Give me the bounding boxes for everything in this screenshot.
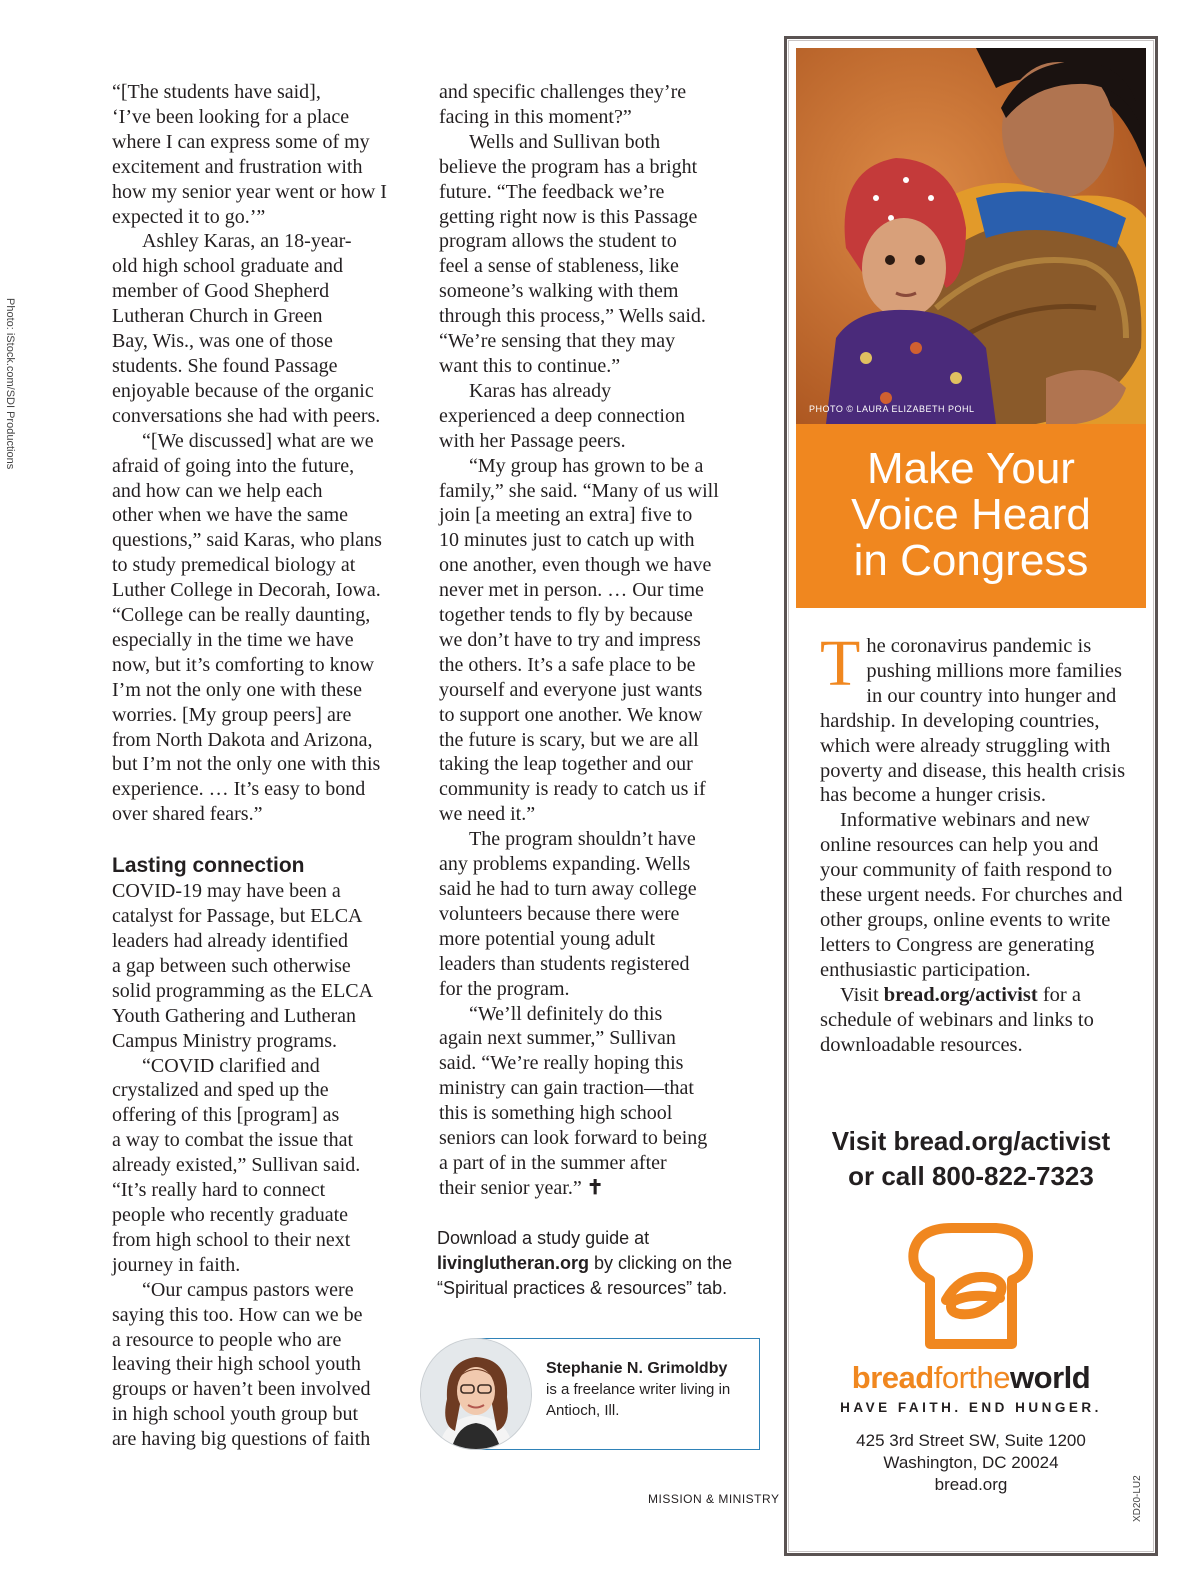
paragraph: “[The students have said], ‘I’ve been looking for a place where I can express some of my excitement and frustration with how my senior year went or how I expected it to go.’” [112, 81, 387, 228]
article-column-1 [112, 80, 412, 1452]
author-credit [546, 1358, 756, 1421]
ad-call-to-action: Visit bread.org/activist or call 800-822-7323 [831, 1126, 1111, 1191]
paragraph: “My group has grown to be a family,” she said. “Many of us will join [a meeting an extra] five to 10 minutes just to catch up with one another, even though we have never met in person. … Our time together tends to fly by because we don’t have to try and impress the others. It’s a safe place to be yourself and everyone just wants to support one another. We know the future is scary, but we are all taking the leap together and our community is ready to catch us if we need it.” [439, 454, 719, 826]
ad-paragraph-3-prefix: Visit [840, 983, 884, 1006]
section-subhead: Lasting connection [112, 854, 305, 878]
ad-paragraph-3-suffix: for a schedule of webinars and links to downloadable resources. [820, 983, 1094, 1056]
study-guide-prefix: Download a study guide at [437, 1228, 650, 1248]
ad-photo-credit: PHOTO © LAURA ELIZABETH POHL [809, 404, 975, 414]
paragraph-final-text: “We’ll definitely do this again next summer,” Sullivan said. “We’re really hoping this ministry can gain traction—that this is something high school seniors can look forward to being a part of in the summer after their senior year.” [439, 1002, 708, 1199]
study-guide-note [437, 1226, 737, 1301]
paragraph: “[We discussed] what are we afraid of going into the future, and how can we help each other when we have the same questions,” said Karas, who plans to study premedical biology at Luther College in Decorah, Iowa. “College can be really daunting, especially in the time we have now, but it’s comforting to know I’m not the only one with these worries. [My group peers] are from North Dakota and Arizona, but I’m not the only one with this experience. … It’s easy to bond over shared fears.” [112, 429, 382, 826]
paragraph: The program shouldn’t have any problems expanding. Wells said he had to turn away college volunteers because there were more potential young adult leaders than students registered for the program. [439, 828, 697, 1000]
brand-word-world: world [1010, 1360, 1091, 1395]
end-cross-icon: ✝ [586, 1176, 604, 1199]
ad-paragraph [820, 983, 1132, 1058]
paragraph: “Our campus pastors were saying this too. How can we be a resource to people who are leaving their high school youth groups or haven’t been involved in high school youth group but are having big questions of faith [112, 1278, 371, 1451]
author-portrait-icon [421, 1339, 531, 1449]
mother-child-photo-icon [796, 48, 1146, 424]
article-column-2 [439, 80, 739, 1201]
ad-paragraph [820, 627, 1132, 808]
bread-logo-icon [900, 1222, 1040, 1352]
paragraph: Karas has already experienced a deep connection with her Passage peers. [439, 379, 685, 452]
ad-paragraph-1-text: he coronavirus pandemic is pushing millions more families in our country into hunger and hardship. In developing countries, which were already struggling with poverty and disease, this health crisis has become a hunger crisis. [820, 635, 1126, 807]
brand-tagline: HAVE FAITH. END HUNGER. [840, 1400, 1102, 1415]
bread-loaf-logo-icon [900, 1222, 1040, 1352]
ad-address: 425 3rd Street SW, Suite 1200 Washington, DC 20024 bread.org [856, 1431, 1086, 1494]
side-photo-credit: Photo: iStock.com/SDI Productions [4, 298, 16, 470]
paragraph: COVID-19 may have been a catalyst for Passage, but ELCA leaders had already identified a gap between such otherwise solid programming as the ELCA Youth Gathering and Lutheran Campus Ministry programs. [112, 880, 374, 1052]
paragraph: “COVID clarified and crystalized and sped up the offering of this [program] as a way to combat the issue that already existed,” Sullivan said. “It’s really hard to connect people who recently graduate from high school to their next journey in faith. [112, 1054, 361, 1276]
ad-headline: Make Your Voice Heard in Congress [851, 444, 1091, 585]
ad-code: XD20-LU2 [1132, 1475, 1143, 1522]
author-photo [420, 1338, 532, 1450]
study-guide-link[interactable]: livinglutheran.org [437, 1253, 590, 1273]
paragraph: and specific challenges they’re facing in this moment?” [439, 81, 687, 128]
brand-word-bread: bread [851, 1360, 934, 1395]
ad-photo-mother-child [796, 48, 1146, 424]
author-name: Stephanie N. Grimoldby [546, 1360, 728, 1377]
paragraph: Wells and Sullivan both believe the program has a bright future. “The feedback we’re getting right now is this Passage program allows the student to feel a sense of stableness, like someone’s walking with them through this process,” Wells said. “We’re sensing that they may want this to continue.” [439, 130, 706, 377]
author-bio: is a freelance writer living in Antioch, Ill. [546, 1381, 731, 1419]
brand-word-the: the [968, 1360, 1011, 1395]
paragraph: Ashley Karas, an 18-year- old high school graduate and member of Good Shepherd Lutheran Church in Green Bay, Wis., was one of those students. She found Passage enjoyable because of the organic conversations she had with peers. [112, 230, 381, 427]
section-footer: MISSION & MINISTRY [648, 1492, 780, 1506]
brand-wordmark [796, 1360, 1146, 1396]
paragraph-final [439, 1002, 739, 1201]
ad-body-copy [820, 627, 1132, 1057]
ad-paragraph: Informative webinars and new online resources can help you and your community of faith respond to these urgent needs. For churches and other groups, online events to write letters to Congress are generating enthusiastic participation. [820, 809, 1123, 981]
ad-dropcap: T [820, 627, 861, 700]
brand-word-for: for [933, 1360, 969, 1395]
study-guide-suffix: by clicking on the “Spiritual practices & resources” tab. [437, 1253, 733, 1298]
ad-activist-link[interactable]: bread.org/activist [883, 983, 1038, 1006]
